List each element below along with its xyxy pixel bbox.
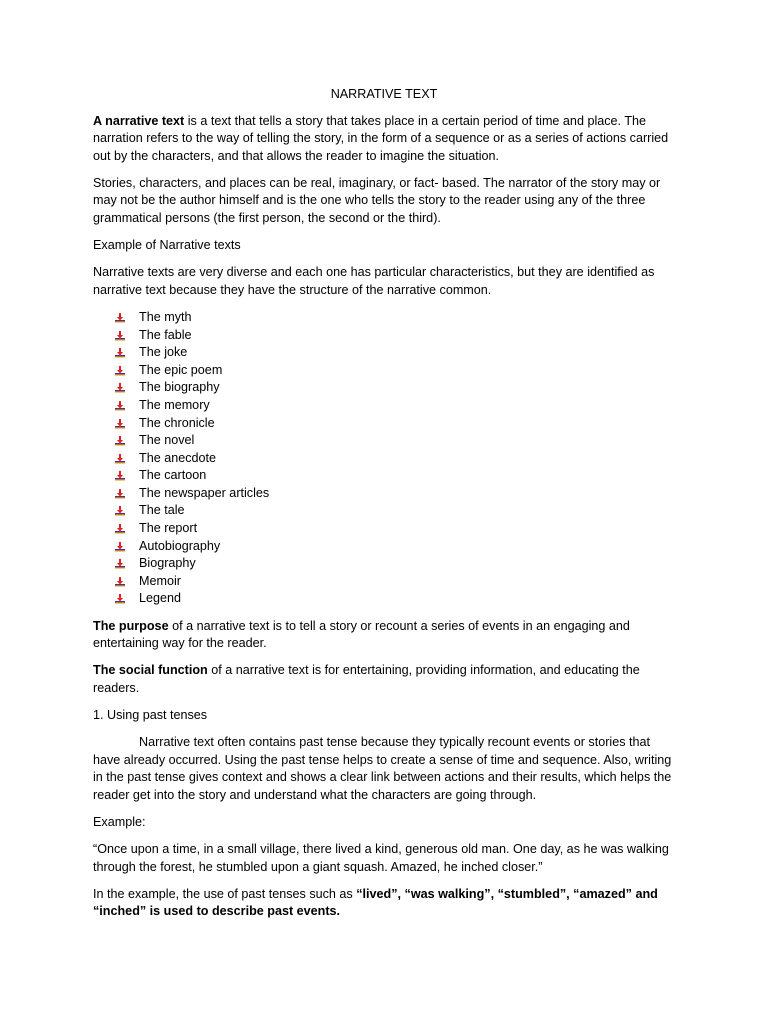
list-item-label: The epic poem (139, 362, 223, 377)
arrow-bullet-icon (114, 488, 126, 500)
list-item (114, 309, 675, 327)
list-item-label: The biography (139, 380, 220, 395)
arrow-bullet-icon (114, 576, 126, 588)
list-item (114, 362, 675, 380)
intro-paragraph (93, 113, 675, 166)
list-item-label: The myth (139, 309, 192, 324)
list-item-label: The chronicle (139, 415, 215, 430)
social-function-text: of a narrative text is for entertaining, providing information, and educating the readers. (93, 663, 640, 695)
list-item (114, 432, 675, 450)
list-item (114, 450, 675, 468)
list-item (114, 485, 675, 503)
list-item-label: The joke (139, 345, 188, 360)
arrow-bullet-icon (114, 470, 126, 482)
arrow-bullet-icon (114, 523, 126, 535)
arrow-bullet-icon (114, 418, 126, 430)
list-item-label: The report (139, 521, 198, 536)
section-heading-past-tenses: 1. Using past tenses (93, 707, 208, 722)
arrow-bullet-icon (114, 365, 126, 377)
list-item-label: The anecdote (139, 450, 217, 465)
document-body (93, 86, 675, 930)
intro-term: A narrative text (93, 113, 185, 128)
arrow-bullet-icon (114, 558, 126, 570)
social-function-term: The social function (93, 663, 208, 678)
arrow-bullet-icon (114, 330, 126, 342)
list-item (114, 397, 675, 415)
list-item (114, 590, 675, 608)
list-item (114, 520, 675, 538)
list-item-label: The tale (139, 503, 185, 518)
list-item (114, 467, 675, 485)
arrow-bullet-icon (114, 453, 126, 465)
list-item-label: Autobiography (139, 538, 221, 553)
list-item-label: The cartoon (139, 468, 207, 483)
list-item (114, 538, 675, 556)
list-item (114, 555, 675, 573)
closing-paragraph (93, 886, 675, 921)
purpose-term: The purpose (93, 618, 169, 633)
list-item-label: The newspaper articles (139, 485, 270, 500)
list-item (114, 573, 675, 591)
arrow-bullet-icon (114, 593, 126, 605)
social-function-paragraph (93, 662, 675, 697)
arrow-bullet-icon (114, 347, 126, 359)
arrow-bullet-icon (114, 382, 126, 394)
list-item-label: Legend (139, 591, 182, 606)
past-tense-paragraph: Narrative text often contains past tense because they typically recount events or stories that have already occurred. Using the past tense helps to create a sense of time and sequence. Also, writing in the past tense gives context and shows a clear link between actions and their results, which helps the reader get into the story and understand what the characters are going through. (93, 735, 672, 802)
arrow-bullet-icon (114, 435, 126, 447)
closing-text: In the example, the use of past tenses such as (93, 886, 357, 901)
list-item (114, 327, 675, 345)
list-item-label: Memoir (139, 573, 181, 588)
narrative-types-list (93, 309, 675, 608)
intro-text: is a text that tells a story that takes place in a certain period of time and place. The narration refers to the way of telling the story, in the form of a sequence or as a series of actions carried out by the characters, and that allows the reader to imagine the situation. (93, 113, 669, 163)
list-item (114, 379, 675, 397)
list-item-label: The novel (139, 433, 195, 448)
list-item (114, 344, 675, 362)
page-title: NARRATIVE TEXT (330, 87, 438, 101)
arrow-bullet-icon (114, 400, 126, 412)
list-item-label: The fable (139, 327, 192, 342)
examples-heading: Example of Narrative texts (93, 238, 241, 253)
example-quote: “Once upon a time, in a small village, there lived a kind, generous old man. One day, as he was walking through the forest, he stumbled upon a giant squash. Amazed, he inched closer.” (93, 841, 669, 874)
list-item-label: The memory (139, 397, 210, 412)
list-item (114, 415, 675, 433)
closing-bold-text: “lived”, “was walking”, “stumbled”, “amazed” and “inched” is used to describe past events. (93, 886, 658, 919)
arrow-bullet-icon (114, 312, 126, 324)
list-item (114, 502, 675, 520)
diversity-paragraph: Narrative texts are very diverse and each one has particular characteristics, but they are identified as narrative text because they have the structure of the narrative common. (93, 265, 655, 297)
narrator-paragraph: Stories, characters, and places can be real, imaginary, or fact- based. The narrator of the story may or may not be the author himself and is the one who tells the story to the reader using any of the three grammatical persons (the first person, the second or the third). (93, 175, 661, 226)
arrow-bullet-icon (114, 505, 126, 517)
list-item-label: Biography (139, 556, 196, 571)
arrow-bullet-icon (114, 541, 126, 553)
purpose-paragraph (93, 618, 675, 653)
purpose-text: of a narrative text is to tell a story or recount a series of events in an engaging and entertaining way for the reader. (93, 618, 630, 651)
example-label: Example: (93, 814, 146, 829)
